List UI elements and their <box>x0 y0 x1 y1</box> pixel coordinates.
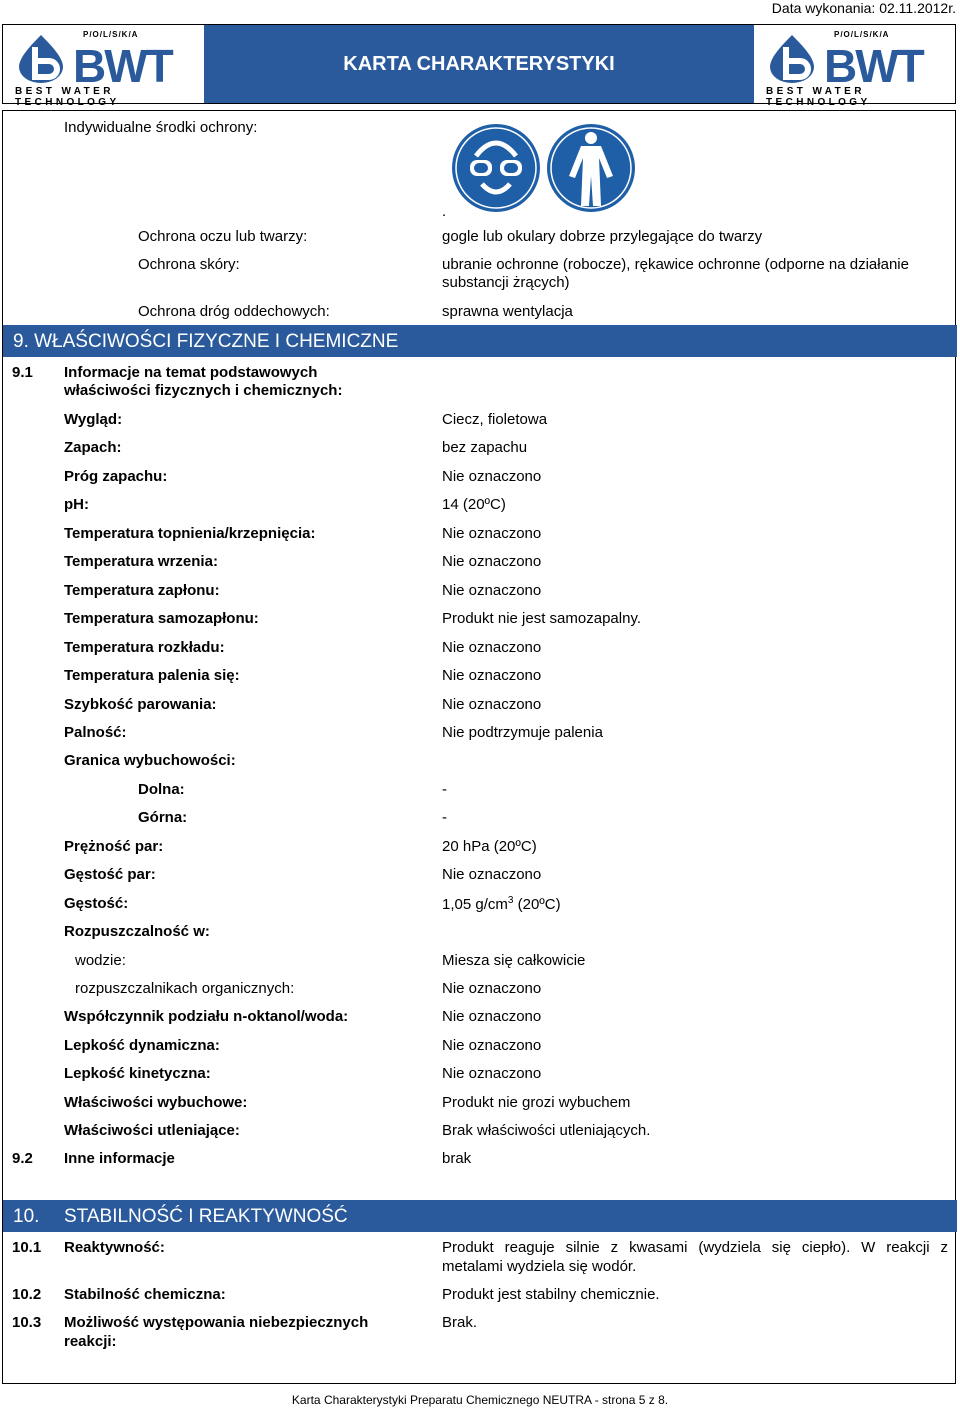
property-label: Temperatura zapłonu: <box>64 582 220 599</box>
logo-country: P/O/L/S/K/A <box>83 30 139 39</box>
property-value: Produkt nie jest samozapalny. <box>442 610 641 627</box>
skin-protection-value-cont: substancji żrących) <box>442 274 570 291</box>
property-value-superscript: 3 <box>507 895 514 906</box>
skin-protection-label: Ochrona skóry: <box>138 256 240 273</box>
content-frame <box>2 110 956 1384</box>
property-value: Nie oznaczono <box>442 468 542 485</box>
protective-clothing-pictogram-icon <box>545 122 637 214</box>
ppe-title: Indywidualne środki ochrony: <box>64 119 258 136</box>
respiratory-protection-label: Ochrona dróg oddechowych: <box>138 303 330 320</box>
property-value-tail: (20ºC) <box>513 896 561 913</box>
property-label: Palność: <box>64 724 127 741</box>
section-10-number: 10. <box>13 1206 40 1227</box>
property-label: Lepkość dynamiczna: <box>64 1037 220 1054</box>
section-9-1-title: Informacje na temat podstawowych <box>64 364 318 381</box>
section-9-band <box>3 325 957 357</box>
logo-brand: BWT <box>824 40 923 92</box>
section-9-1-number: 9.1 <box>12 364 33 381</box>
property-value: Nie oznaczono <box>442 553 542 570</box>
property-value: Nie oznaczono <box>442 582 542 599</box>
section-9-2-label: Inne informacje <box>64 1150 175 1167</box>
section-10-2-value: Produkt jest stabilny chemicznie. <box>442 1286 660 1303</box>
logo-tagline: BEST WATER TECHNOLOGY <box>766 86 871 108</box>
eye-protection-value: gogle lub okulary dobrze przylegające do twarzy <box>442 228 763 245</box>
section-10-1-number: 10.1 <box>12 1239 42 1256</box>
property-label: Górna: <box>138 809 188 826</box>
page-footer: Karta Charakterystyki Preparatu Chemicznego NEUTRA - strona 5 z 8. <box>291 1393 669 1407</box>
skin-protection-value: ubranie ochronne (robocze), rękawice ochronne (odporne na działanie <box>442 256 909 273</box>
logo-country: P/O/L/S/K/A <box>834 30 890 39</box>
property-value <box>442 895 561 913</box>
property-value: bez zapachu <box>442 439 528 456</box>
property-label: Temperatura samozapłonu: <box>64 610 259 627</box>
bwt-logo-right <box>752 25 955 108</box>
logo-tagline: BEST WATER TECHNOLOGY <box>15 86 120 108</box>
section-10-1-value: Produkt reaguje silnie z kwasami (wydziela się ciepło). W reakcji z <box>442 1239 948 1256</box>
section-10-2-number: 10.2 <box>12 1286 42 1303</box>
property-value: Nie oznaczono <box>442 1065 542 1082</box>
section-10-3-label-cont: reakcji: <box>64 1333 117 1350</box>
property-label: Gęstość: <box>64 895 129 912</box>
property-label: Temperatura wrzenia: <box>64 553 218 570</box>
property-value: 20 hPa (20ºC) <box>442 838 537 855</box>
eye-protection-label: Ochrona oczu lub twarzy: <box>138 228 308 245</box>
property-label: Prężność par: <box>64 838 164 855</box>
ppe-dot: . <box>442 203 447 220</box>
property-value: 14 (20ºC) <box>442 496 506 513</box>
bwt-drop-icon <box>13 33 69 85</box>
property-label: rozpuszczalnikach organicznych: <box>75 980 295 997</box>
property-label: Granica wybuchowości: <box>64 752 236 769</box>
section-9-2-number: 9.2 <box>12 1150 33 1167</box>
property-value: - <box>442 809 447 826</box>
section-9-1-title-cont: właściwości fizycznych i chemicznych: <box>64 382 343 399</box>
issue-date: Data wykonania: 02.11.2012r. <box>771 0 956 16</box>
property-label: Zapach: <box>64 439 122 456</box>
property-value: Nie oznaczono <box>442 866 542 883</box>
eye-protection-pictogram-icon <box>450 122 542 214</box>
property-label: Właściwości wybuchowe: <box>64 1094 248 1111</box>
respiratory-protection-value: sprawna wentylacja <box>442 303 573 320</box>
bwt-drop-icon <box>764 33 820 85</box>
property-value: Nie oznaczono <box>442 980 542 997</box>
property-label: pH: <box>64 496 89 513</box>
section-10-3-value: Brak. <box>442 1314 478 1331</box>
section-10-1-label: Reaktywność: <box>64 1239 165 1256</box>
property-label: Współczynnik podziału n-oktanol/woda: <box>64 1008 349 1025</box>
property-label: Właściwości utleniające: <box>64 1122 240 1139</box>
property-label: Temperatura palenia się: <box>64 667 240 684</box>
section-10-band <box>3 1200 957 1232</box>
property-value: Ciecz, fioletowa <box>442 411 548 428</box>
property-label: Próg zapachu: <box>64 468 168 485</box>
property-value: Brak właściwości utleniających. <box>442 1122 651 1139</box>
property-value: - <box>442 781 447 798</box>
property-value: Produkt nie grozi wybuchem <box>442 1094 631 1111</box>
section-10-1-value-cont: metalami wydziela się wodór. <box>442 1258 637 1275</box>
property-label: Szybkość parowania: <box>64 696 217 713</box>
logo-brand: BWT <box>73 40 172 92</box>
property-value: Miesza się całkowicie <box>442 952 586 969</box>
section-10-heading: STABILNOŚĆ I REAKTYWNOŚĆ <box>64 1206 348 1227</box>
document-header <box>2 24 956 108</box>
property-value-text: 1,05 g/cm <box>442 896 508 913</box>
property-value: Nie oznaczono <box>442 525 542 542</box>
property-value: Nie oznaczono <box>442 667 542 684</box>
section-10-3-label: Możliwość występowania niebezpiecznych <box>64 1314 369 1331</box>
property-value: Nie oznaczono <box>442 1008 542 1025</box>
property-label: Gęstość par: <box>64 866 156 883</box>
section-9-2-value: brak <box>442 1150 472 1167</box>
property-label: Temperatura rozkładu: <box>64 639 225 656</box>
property-label: Dolna: <box>138 781 185 798</box>
section-10-3-number: 10.3 <box>12 1314 42 1331</box>
property-value: Nie oznaczono <box>442 1037 542 1054</box>
property-label: wodzie: <box>75 952 126 969</box>
property-value: Nie oznaczono <box>442 696 542 713</box>
property-label: Rozpuszczalność w: <box>64 923 210 940</box>
section-9-heading: 9. WŁAŚCIWOŚCI FIZYCZNE I CHEMICZNE <box>13 331 399 352</box>
bwt-logo-left <box>3 25 206 108</box>
document-title: KARTA CHARAKTERYSTYKI <box>206 25 752 103</box>
section-10-2-label: Stabilność chemiczna: <box>64 1286 226 1303</box>
property-value: Nie podtrzymuje palenia <box>442 724 603 741</box>
property-value: Nie oznaczono <box>442 639 542 656</box>
property-label: Temperatura topnienia/krzepnięcia: <box>64 525 316 542</box>
property-label: Wygląd: <box>64 411 123 428</box>
property-label: Lepkość kinetyczna: <box>64 1065 211 1082</box>
